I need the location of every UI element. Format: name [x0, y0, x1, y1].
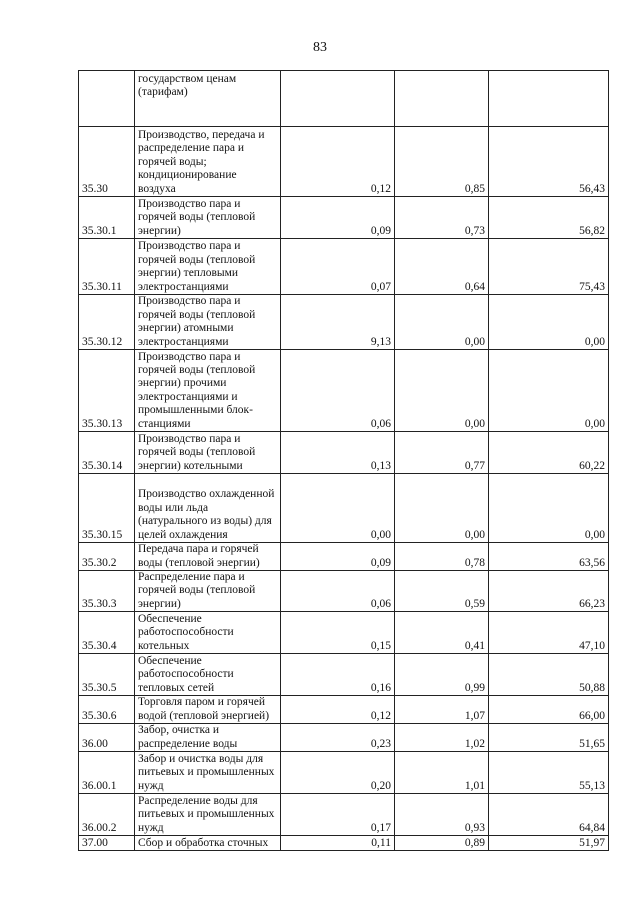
value-cell-3: 63,56: [489, 543, 609, 571]
value-cell-3: 66,00: [489, 696, 609, 724]
value-cell-1: 0,15: [281, 612, 395, 654]
value-cell-3: 51,65: [489, 724, 609, 752]
name-text: Производство пара и горячей воды (тепловой энергии) котельными: [138, 432, 256, 472]
name-text: Производство пара и горячей воды (тепловой энергии) атомными электростанциями: [138, 295, 256, 348]
name-cell: [135, 752, 281, 794]
name-text: Торговля паром и горячей водой (тепловой энергией): [138, 696, 270, 722]
code-cell: 37.00: [79, 836, 135, 851]
name-text: Производство пара и горячей воды (тепловой энергии) тепловыми электростанциями: [138, 240, 256, 293]
table-row: [79, 543, 609, 571]
value-cell-1: 0,17: [281, 794, 395, 836]
code-cell: [79, 71, 135, 127]
table-row: [79, 474, 609, 543]
name-cell: [135, 543, 281, 571]
value-cell-1: 0,11: [281, 836, 395, 851]
value-cell-1: 0,12: [281, 127, 395, 197]
value-cell-2: 1,07: [395, 696, 489, 724]
value-cell-1: 0,09: [281, 543, 395, 571]
code-cell: 35.30.12: [79, 295, 135, 350]
code-cell: 35.30.2: [79, 543, 135, 571]
value-cell-2: 0,41: [395, 612, 489, 654]
code-cell: 35.30.3: [79, 571, 135, 612]
value-cell-2: 0,89: [395, 836, 489, 851]
value-cell-3: 60,22: [489, 432, 609, 474]
value-cell-1: [281, 71, 395, 127]
value-cell-1: 0,16: [281, 654, 395, 696]
value-cell-2: 0,78: [395, 543, 489, 571]
name-cell: [135, 239, 281, 295]
page-number: 83: [313, 40, 327, 55]
name-text: Производство, передача и распределение пара и горячей воды; кондиционирование воздуха: [138, 128, 265, 195]
code-cell: 35.30.15: [79, 474, 135, 543]
value-cell-2: 0,77: [395, 432, 489, 474]
value-cell-3: 66,23: [489, 571, 609, 612]
value-cell-2: 0,85: [395, 127, 489, 197]
code-cell: 36.00.2: [79, 794, 135, 836]
code-cell: 36.00.1: [79, 752, 135, 794]
name-text: Обеспечение работоспособности тепловых сетей: [138, 655, 234, 694]
value-cell-1: 0,07: [281, 239, 395, 295]
name-cell: [135, 571, 281, 612]
value-cell-3: 0,00: [489, 350, 609, 432]
value-cell-2: 0,59: [395, 571, 489, 612]
table-row: [79, 752, 609, 794]
name-cell: [135, 654, 281, 696]
table-row: [79, 350, 609, 432]
name-cell: [135, 295, 281, 350]
table-row: [79, 724, 609, 752]
code-cell: 35.30.13: [79, 350, 135, 432]
table-row: [79, 612, 609, 654]
table-row: [79, 432, 609, 474]
value-cell-1: 0,12: [281, 696, 395, 724]
name-cell: [135, 127, 281, 197]
value-cell-2: 0,00: [395, 295, 489, 350]
name-text: Забор, очистка и распределение воды: [138, 724, 238, 750]
code-cell: 35.30.4: [79, 612, 135, 654]
value-cell-3: 47,10: [489, 612, 609, 654]
value-cell-3: 56,43: [489, 127, 609, 197]
name-cell: [135, 474, 281, 543]
value-cell-3: 51,97: [489, 836, 609, 851]
value-cell-3: 0,00: [489, 474, 609, 543]
code-cell: 35.30.6: [79, 696, 135, 724]
table-row: [79, 295, 609, 350]
name-text: Распределение воды для питьевых и промышленных нужд: [138, 795, 275, 834]
value-cell-2: 0,00: [395, 350, 489, 432]
value-cell-2: 0,64: [395, 239, 489, 295]
code-cell: 35.30.1: [79, 197, 135, 239]
value-cell-3: 0,00: [489, 295, 609, 350]
name-cell: [135, 197, 281, 239]
value-cell-3: 64,84: [489, 794, 609, 836]
value-cell-1: 0,23: [281, 724, 395, 752]
table-row: [79, 71, 609, 127]
value-cell-1: 0,00: [281, 474, 395, 543]
value-cell-2: 1,02: [395, 724, 489, 752]
value-cell-1: 0,06: [281, 571, 395, 612]
name-text: государством ценам (тарифам): [138, 73, 237, 99]
name-text: Производство охлажденной воды или льда (натурального из воды) для целей охлаждения: [138, 488, 275, 541]
name-text: Распределение пара и горячей воды (тепловой энергии): [138, 571, 256, 610]
value-cell-2: [395, 71, 489, 127]
value-cell-2: 0,73: [395, 197, 489, 239]
code-cell: 35.30: [79, 127, 135, 197]
table-row: [79, 696, 609, 724]
table-row: [79, 794, 609, 836]
name-text: Производство пара и горячей воды (тепловой энергии) прочими электростанциями и промышленными блок-станциями: [138, 350, 256, 430]
value-cell-1: 0,06: [281, 350, 395, 432]
name-text: Производство пара и горячей воды (тепловой энергии): [138, 197, 256, 237]
value-cell-1: 0,09: [281, 197, 395, 239]
table-row: [79, 654, 609, 696]
value-cell-1: 0,13: [281, 432, 395, 474]
name-cell: [135, 432, 281, 474]
name-text: Забор и очистка воды для питьевых и промышленных нужд: [138, 753, 275, 792]
table-row: [79, 127, 609, 197]
code-cell: 35.30.14: [79, 432, 135, 474]
code-cell: 35.30.5: [79, 654, 135, 696]
name-cell: [135, 794, 281, 836]
name-text: Сбор и обработка сточных: [138, 836, 269, 849]
value-cell-2: 0,99: [395, 654, 489, 696]
data-table: [78, 70, 609, 851]
table-row: [79, 239, 609, 295]
name-cell: [135, 724, 281, 752]
name-cell: [135, 71, 281, 127]
name-cell: [135, 696, 281, 724]
value-cell-2: 0,00: [395, 474, 489, 543]
table-row: [79, 836, 609, 851]
value-cell-3: 50,88: [489, 654, 609, 696]
table-row: [79, 571, 609, 612]
name-cell: [135, 350, 281, 432]
value-cell-2: 0,93: [395, 794, 489, 836]
table-row: [79, 197, 609, 239]
value-cell-3: [489, 71, 609, 127]
value-cell-1: 9,13: [281, 295, 395, 350]
value-cell-3: 55,13: [489, 752, 609, 794]
value-cell-2: 1,01: [395, 752, 489, 794]
value-cell-3: 56,82: [489, 197, 609, 239]
name-cell: [135, 836, 281, 851]
code-cell: 35.30.11: [79, 239, 135, 295]
name-text: Передача пара и горячей воды (тепловой энергии): [138, 543, 260, 569]
value-cell-3: 75,43: [489, 239, 609, 295]
value-cell-1: 0,20: [281, 752, 395, 794]
name-cell: [135, 612, 281, 654]
code-cell: 36.00: [79, 724, 135, 752]
name-text: Обеспечение работоспособности котельных: [138, 613, 234, 652]
